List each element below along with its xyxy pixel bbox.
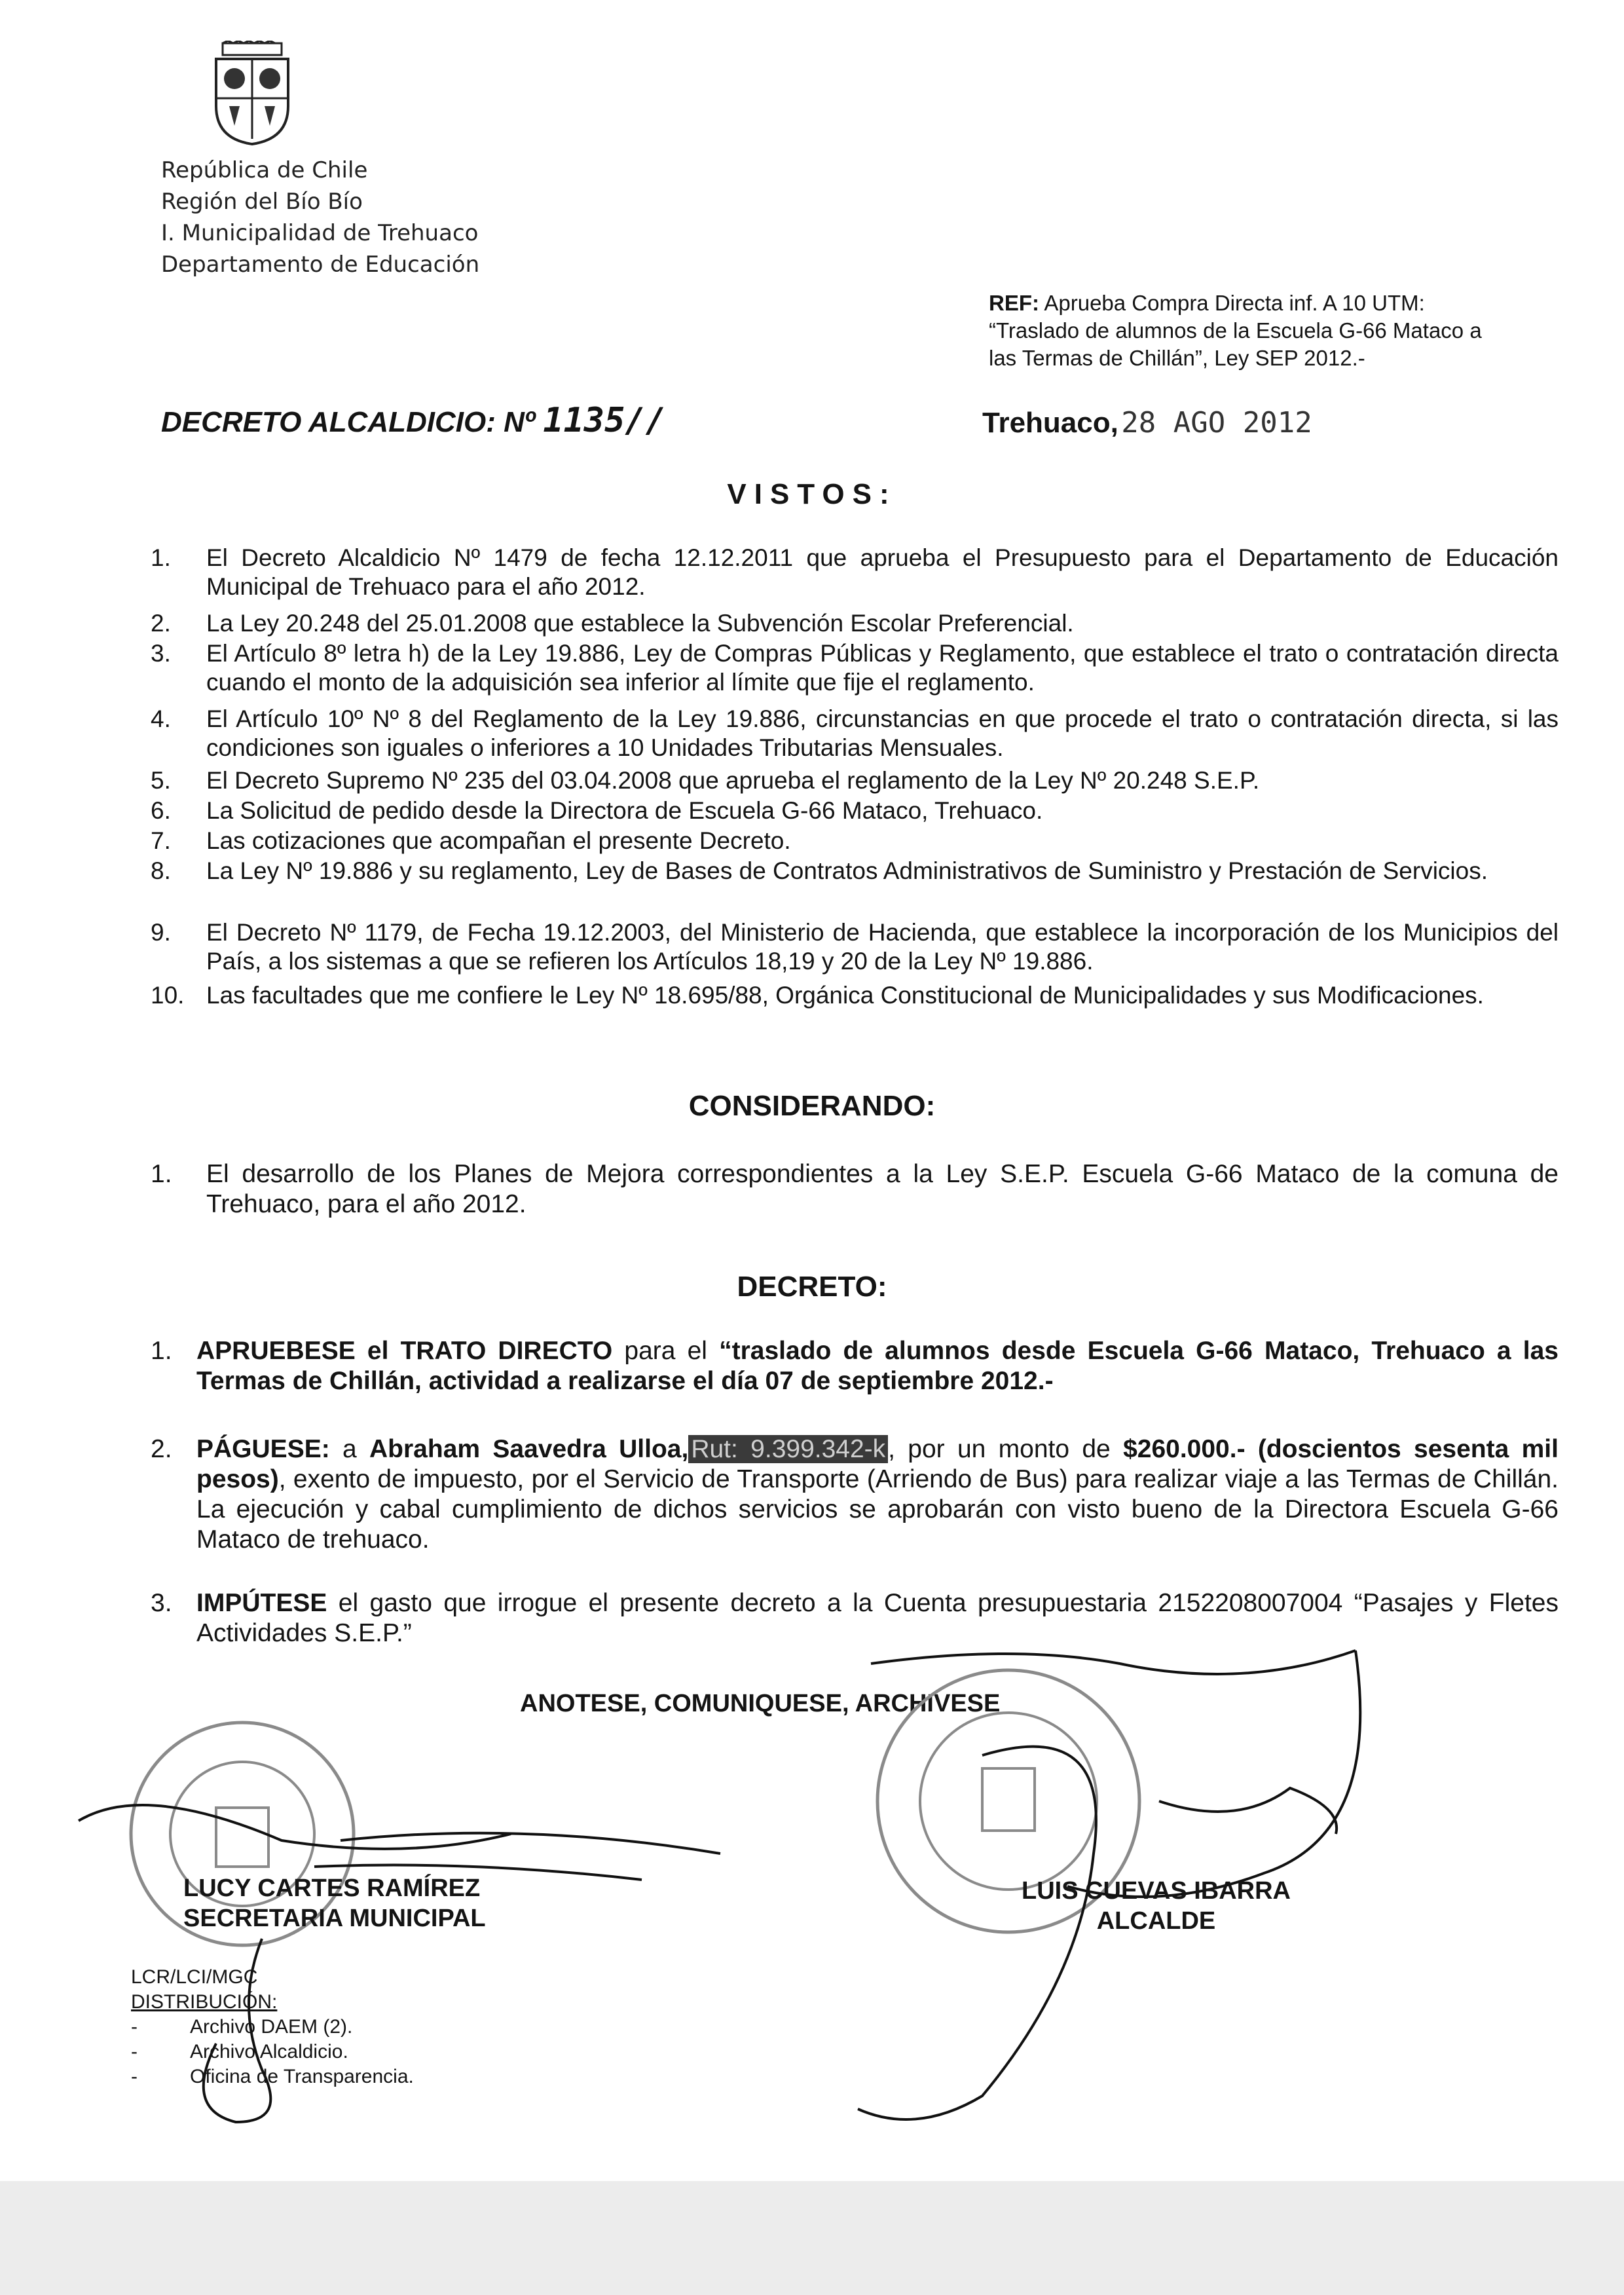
vistos-item-text: Las cotizaciones que acompañan el presente Decreto. bbox=[206, 827, 791, 854]
distribution-text: Archivo DAEM (2). bbox=[190, 2016, 353, 2038]
decreto-item-text bbox=[196, 1336, 1559, 1396]
vistos-item-text: Las facultades que me confiere le Ley Nº 18.695/88, Orgánica Constitucional de Municipalidades y sus Modificaciones. bbox=[206, 982, 1484, 1009]
vistos-heading: VISTOS: bbox=[727, 478, 897, 510]
ref-line-3: las Termas de Chillán”, Ley SEP 2012.- bbox=[989, 346, 1365, 370]
decreto-item bbox=[151, 1434, 1559, 1555]
decreto-item1-bold2: “traslado de alumnos desde Escuela G-66 Mataco, Trehuaco a las Termas de Chillán, actividad a realizarse el día 07 de septiembre 2012.- bbox=[196, 1337, 1559, 1395]
decreto-item1-plain1: para el bbox=[612, 1337, 720, 1365]
secretary-block bbox=[183, 1873, 486, 1933]
decreto-item-number: 3. bbox=[151, 1589, 172, 1617]
distribution-heading: DISTRIBUCIÓN: bbox=[131, 1991, 278, 2013]
vistos-item-text: El Decreto Supremo Nº 235 del 03.04.2008 que aprueba el reglamento de la Ley Nº 20.248 S.E.P. bbox=[206, 767, 1260, 794]
vistos-item bbox=[151, 544, 1559, 601]
mayor-title: ALCALDE bbox=[1096, 1907, 1216, 1935]
distribution-dash: - bbox=[131, 2016, 138, 2038]
mayor-name: LUIS CUEVAS IBARRA bbox=[1022, 1877, 1291, 1905]
ref-line-1: Aprueba Compra Directa inf. A 10 UTM: bbox=[1044, 291, 1425, 315]
vistos-item-text: La Ley Nº 19.886 y su reglamento, Ley de Bases de Contratos Administrativos de Suministro y Prestación de Servicios. bbox=[206, 857, 1488, 884]
vistos-item-text: El Decreto Alcaldicio Nº 1479 de fecha 12.12.2011 que aprueba el Presupuesto para el Departamento de Educación Municipal de Trehuaco para el año 2012. bbox=[206, 544, 1559, 600]
vistos-item-number: 4. bbox=[151, 705, 171, 732]
distribution-item bbox=[131, 2015, 414, 2040]
vistos-item-number: 3. bbox=[151, 640, 171, 667]
redacted-rut: Rut: 9.399.342-k bbox=[688, 1435, 888, 1463]
decree-place-date bbox=[982, 406, 1312, 439]
vistos-item-number: 6. bbox=[151, 797, 171, 824]
decreto-item3-plain1: el gasto que irrogue el presente decreto a la Cuenta presupuestaria 2152208007004 “Pasajes y Fletes Actividades S.E.P.” bbox=[196, 1589, 1559, 1647]
decreto-item2-bold1: PÁGUESE: bbox=[196, 1435, 330, 1463]
decreto-item2-plain2: , por un monto de bbox=[888, 1435, 1124, 1463]
considerando-item bbox=[151, 1159, 1559, 1220]
reference-block bbox=[989, 289, 1578, 372]
decreto-item2-plain1: a bbox=[329, 1435, 370, 1463]
mayor-block bbox=[1022, 1876, 1291, 1936]
decree-number: 1135// bbox=[543, 401, 667, 440]
decreto-item bbox=[151, 1336, 1559, 1396]
vistos-item-number: 9. bbox=[151, 919, 171, 946]
vistos-item-number: 2. bbox=[151, 610, 171, 637]
decree-title bbox=[161, 401, 666, 440]
decreto-item-text bbox=[196, 1434, 1559, 1555]
decreto-item2-bold2: Abraham Saavedra Ulloa, bbox=[369, 1435, 689, 1463]
distribution-dash: - bbox=[131, 2066, 138, 2087]
decree-title-text: DECRETO ALCALDICIO: Nº bbox=[161, 406, 535, 438]
vistos-item bbox=[151, 609, 1559, 638]
decreto-item-number: 1. bbox=[151, 1337, 172, 1365]
vistos-item-text: La Ley 20.248 del 25.01.2008 que establece la Subvención Escolar Preferencial. bbox=[206, 610, 1074, 637]
vistos-item bbox=[151, 918, 1559, 976]
distribution-text: Oficina de Transparencia. bbox=[190, 2066, 414, 2087]
closing-formula: ANOTESE, COMUNIQUESE, ARCHIVESE bbox=[520, 1690, 1001, 1717]
decree-date-stamp: 28 AGO 2012 bbox=[1121, 406, 1312, 439]
vistos-item bbox=[151, 796, 1559, 825]
decreto-item2-plain3: , exento de impuesto, por el Servicio de Transporte (Arriendo de Bus) para realizar viaje a las Termas de Chillán. La ejecución y cabal cumplimiento de dichos servicios se aprobarán con visto bueno de la Directora Escuela G-66 Mataco de trehuaco. bbox=[196, 1465, 1559, 1554]
distribution-dash: - bbox=[131, 2041, 138, 2062]
vistos-item bbox=[151, 857, 1559, 886]
header-department: Departamento de Educación bbox=[161, 252, 480, 278]
vistos-item-number: 5. bbox=[151, 767, 171, 794]
distribution-block bbox=[131, 1965, 414, 2089]
vistos-item-number: 10. bbox=[151, 982, 185, 1009]
considerando-item-number: 1. bbox=[151, 1160, 172, 1188]
secretary-title: SECRETARIA MUNICIPAL bbox=[183, 1905, 486, 1932]
municipal-coat-of-arms bbox=[210, 41, 295, 145]
decreto-heading: DECRETO: bbox=[737, 1271, 887, 1303]
distribution-initials: LCR/LCI/MGC bbox=[131, 1966, 258, 1988]
decree-place: Trehuaco, bbox=[982, 407, 1118, 439]
decreto-item3-bold1: IMPÚTESE bbox=[196, 1589, 327, 1617]
vistos-item-text: El Decreto Nº 1179, de Fecha 19.12.2003, del Ministerio de Hacienda, que establece la incorporación de los Municipios del País, a los sistemas a que se refieren los Artículos 18,19 y 20 de la Ley Nº 19.886. bbox=[206, 919, 1559, 975]
vistos-item bbox=[151, 827, 1559, 855]
distribution-text: Archivo Alcaldicio. bbox=[190, 2041, 348, 2062]
decreto-item1-bold1: APRUEBESE el TRATO DIRECTO bbox=[196, 1337, 613, 1365]
scan-bottom-margin bbox=[0, 2181, 1624, 2295]
considerando-item-text: El desarrollo de los Planes de Mejora correspondientes a la Ley S.E.P. Escuela G-66 Mataco de la comuna de Trehuaco, para el año 2012. bbox=[206, 1160, 1559, 1218]
header-country: República de Chile bbox=[161, 157, 368, 183]
vistos-item bbox=[151, 981, 1559, 1010]
decreto-item2-bold3: $260.000.- (doscientos sesenta mil pesos) bbox=[196, 1435, 1559, 1493]
header-region: Región del Bío Bío bbox=[161, 189, 363, 215]
ref-label: REF: bbox=[989, 291, 1039, 315]
vistos-item-text: El Artículo 10º Nº 8 del Reglamento de la Ley 19.886, circunstancias en que procede el trato o contratación directa, si las condiciones son iguales o inferiores a 10 Unidades Tributarias Mensuales. bbox=[206, 705, 1559, 761]
vistos-item bbox=[151, 639, 1559, 697]
considerando-heading: CONSIDERANDO: bbox=[688, 1090, 936, 1122]
vistos-item-number: 8. bbox=[151, 857, 171, 884]
vistos-item-text: La Solicitud de pedido desde la Directora de Escuela G-66 Mataco, Trehuaco. bbox=[206, 797, 1043, 824]
vistos-item-text: El Artículo 8º letra h) de la Ley 19.886, Ley de Compras Públicas y Reglamento, que establece el trato o contratación directa cuando el monto de la adquisición sea inferior al límite que fije el reglamento. bbox=[206, 640, 1559, 696]
ref-line-2: “Traslado de alumnos de la Escuela G-66 Mataco a bbox=[989, 318, 1482, 343]
distribution-item bbox=[131, 2064, 414, 2089]
vistos-item-number: 1. bbox=[151, 544, 171, 571]
vistos-item bbox=[151, 766, 1559, 795]
distribution-item bbox=[131, 2040, 414, 2064]
institution-header bbox=[161, 155, 479, 280]
vistos-item bbox=[151, 705, 1559, 762]
header-municipality: I. Municipalidad de Trehuaco bbox=[161, 220, 479, 246]
decreto-item-number: 2. bbox=[151, 1435, 172, 1463]
secretary-name: LUCY CARTES RAMÍREZ bbox=[183, 1875, 481, 1902]
vistos-item-number: 7. bbox=[151, 827, 171, 854]
